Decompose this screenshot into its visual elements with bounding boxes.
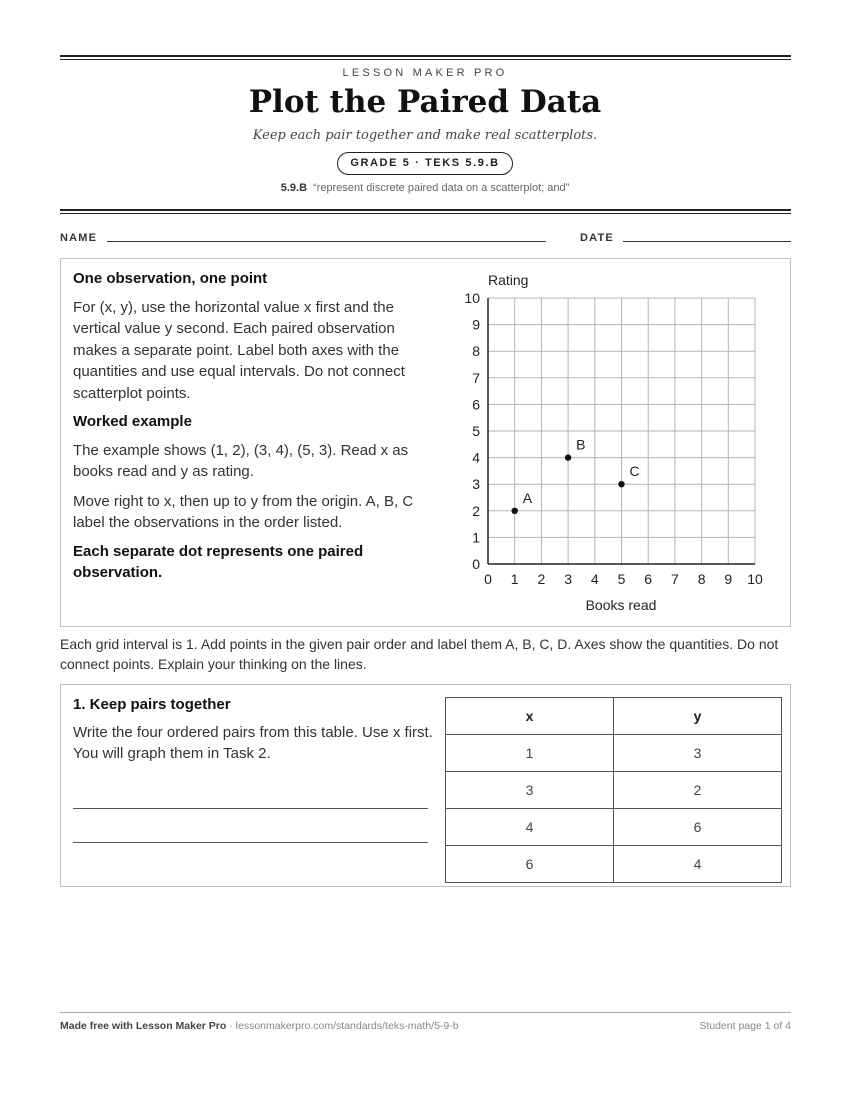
footer-made-with: Made free with Lesson Maker Pro (60, 1020, 227, 1032)
pairs-table (445, 697, 782, 883)
table-cell: 2 (614, 772, 782, 809)
y-tick-label: 2 (472, 502, 480, 519)
table-cell: 4 (614, 846, 782, 883)
y-tick-label: 0 (472, 556, 480, 572)
instructions: Each grid interval is 1. Add points in the given pair order and label them A, B, C, D. Axes show the quantities. Do not connect points. Explain your thinking on the lines. (60, 636, 779, 672)
y-tick-label: 7 (472, 369, 480, 386)
x-tick-label: 1 (510, 571, 519, 587)
x-tick-label: 6 (644, 571, 653, 587)
y-tick-label: 8 (472, 343, 480, 360)
top-rule (60, 55, 791, 60)
standard-text: “represent discrete paired data on a scatterplot; and” (313, 182, 570, 194)
footer-credit: Made free with Lesson Maker Pro · lessonmakerpro.com/standards/teks-math/5-9-b (60, 1020, 459, 1032)
task1-heading: 1. Keep pairs together (73, 696, 231, 713)
y-tick-label: 6 (472, 396, 480, 413)
name-field[interactable] (107, 241, 546, 242)
lesson-text (73, 268, 433, 584)
name-label: NAME (60, 232, 98, 244)
table-row (446, 809, 782, 846)
y-tick-label: 10 (464, 290, 480, 306)
lesson-heading: One observation, one point (73, 270, 268, 287)
column-header-y: y (614, 698, 782, 735)
brand-name: LESSON MAKER PRO (342, 67, 508, 79)
footer-rule (60, 1012, 791, 1013)
x-tick-label: 0 (484, 571, 492, 587)
example-paragraph-1: The example shows (1, 2), (3, 4), (5, 3). Read x as books read and y as rating. (73, 441, 409, 480)
table-cell: 6 (446, 846, 614, 883)
page-title: Plot the Paired Data (248, 84, 602, 120)
lesson-paragraph: For (x, y), use the horizontal value x first and the vertical value y second. Each paired observation makes a separate point. Label both axes with the quantities and use equal intervals. Do not connect scatterplot points. (73, 298, 405, 402)
y-tick-label: 9 (472, 316, 480, 333)
x-tick-label: 8 (697, 571, 706, 587)
table-row (446, 735, 782, 772)
x-tick-label: 10 (747, 571, 763, 587)
y-axis-label: Rating (488, 272, 529, 288)
y-tick-label: 3 (472, 476, 480, 493)
table-cell: 3 (614, 735, 782, 772)
x-tick-label: 3 (564, 571, 572, 587)
y-tick-label: 5 (472, 423, 480, 439)
x-tick-label: 9 (724, 571, 733, 587)
example-heading: Worked example (73, 413, 192, 430)
page-subtitle: Keep each pair together and make real scatterplots. (252, 128, 598, 143)
example-paragraph-2: Move right to x, then up to y from the origin. A, B, C label the observations in the order listed. (73, 492, 414, 531)
column-header-x: x (446, 698, 614, 735)
standard-code: 5.9.B (280, 182, 308, 194)
x-tick-label: 4 (590, 571, 599, 587)
point-label: A (522, 489, 533, 506)
x-tick-label: 7 (671, 571, 679, 587)
table-row (446, 846, 782, 883)
y-tick-label: 4 (472, 449, 480, 466)
grade-badge: GRADE 5 · TEKS 5.9.B (337, 152, 513, 175)
table-row (446, 772, 782, 809)
y-tick-label: 1 (472, 529, 480, 546)
point-label: C (629, 463, 640, 480)
x-axis-label: Books read (585, 597, 657, 613)
x-tick-label: 5 (617, 571, 626, 587)
table-cell: 4 (446, 809, 614, 846)
table-cell: 1 (446, 735, 614, 772)
footer-page-number: Student page 1 of 4 (699, 1020, 791, 1032)
answer-line-1[interactable] (73, 808, 428, 809)
answer-line-2[interactable] (73, 842, 428, 843)
task1-text (73, 694, 433, 765)
header-bottom-rule (60, 209, 791, 214)
table-cell: 3 (446, 772, 614, 809)
point-label: B (576, 436, 586, 453)
lesson-takeaway: Each separate dot represents one paired observation. (73, 542, 364, 581)
table-cell: 6 (614, 809, 782, 846)
task1-body: Write the four ordered pairs from this table. Use x first. You will graph them in Task 2. (73, 723, 433, 762)
x-tick-label: 2 (537, 571, 546, 587)
date-field[interactable] (623, 241, 791, 242)
footer-url[interactable]: lessonmakerpro.com/standards/teks-math/5-9-b (235, 1020, 459, 1032)
standard-line (0, 182, 850, 194)
date-label: DATE (580, 232, 614, 244)
table-header-row (446, 698, 782, 735)
